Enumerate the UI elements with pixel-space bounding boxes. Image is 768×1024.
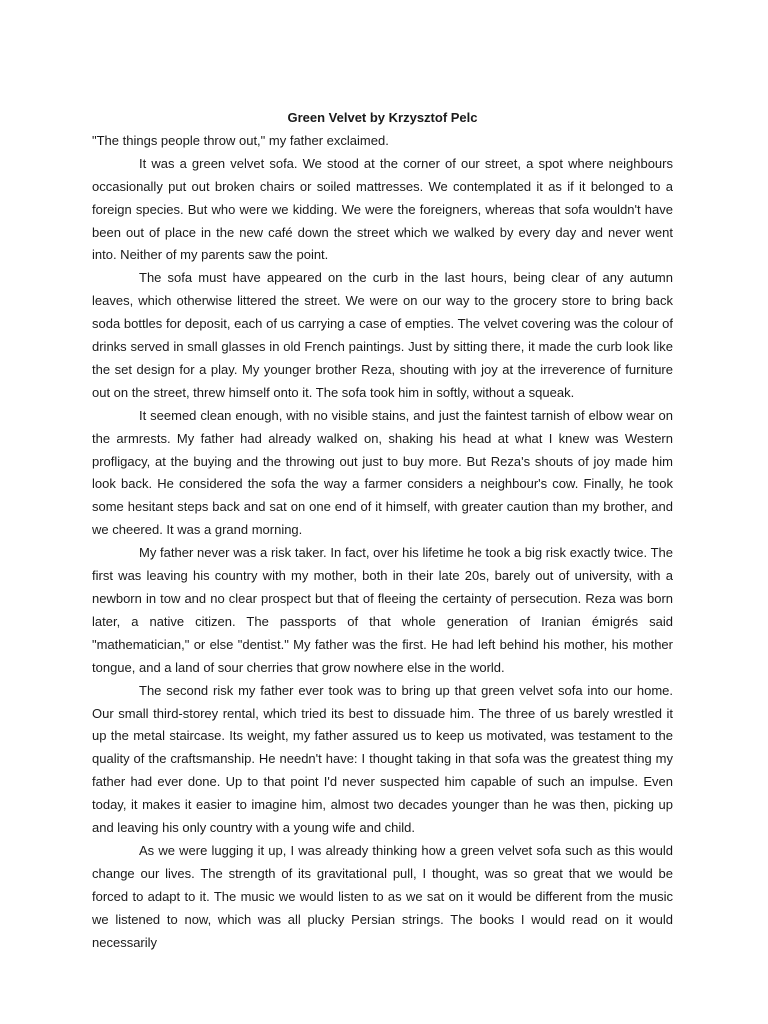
paragraph-2: The sofa must have appeared on the curb in the last hours, being clear of any autumn leaves, which otherwise littered the street. We were on our way to the grocery store to bring back soda bottles for deposit, each of us carrying a case of empties. The velvet covering was the colour of drinks served in small glasses in old French paintings. Just by sitting there, it made the curb look like the set design for a play. My younger brother Reza, shouting with joy at the irreverence of furniture out on the street, threw himself onto it. The sofa took him in softly, without a squeak. bbox=[92, 270, 673, 400]
document-title: Green Velvet by Krzysztof Pelc bbox=[287, 110, 478, 125]
paragraph-4: My father never was a risk taker. In fact, over his lifetime he took a big risk exactly twice. The first was leaving his country with my mother, both in their late 20s, barely out of university, with a newborn in tow and no clear prospect but that of fleeing the certainty of persecution. Reza was born later, a native citizen. The passports of that whole generation of Iranian émigrés said "mathematician," or else "dentist." My father was the first. He had left behind his mother, his mother tongue, and a land of sour cherries that grow nowhere else in the world. bbox=[92, 545, 673, 675]
paragraph-6: As we were lugging it up, I was already thinking how a green velvet sofa such as this would change our lives. The strength of its gravitational pull, I thought, was so great that we would be forced to adapt to it. The music we would listen to as we sat on it would be different from the music we listened to now, which was all plucky Persian strings. The books I would read on it would necessarily bbox=[92, 842, 673, 950]
paragraph-3: It seemed clean enough, with no visible stains, and just the faintest tarnish of elbow wear on the armrests. My father had already walked on, shaking his head at what I knew was Western profligacy, at the buying and the throwing out just to buy more. But Reza's shouts of joy made him look back. He considered the sofa the way a farmer considers a neighbour's cow. Finally, he took some hesitant steps back and sat on one end of it himself, with greater caution than my brother, and we cheered. It was a grand morning. bbox=[92, 407, 673, 538]
document-page bbox=[92, 107, 673, 955]
paragraph-5: The second risk my father ever took was to bring up that green velvet sofa into our home. Our small third-storey rental, which tried its best to dissuade him. The three of us barely wrestled it up the metal staircase. Its weight, my father assured us to keep us motivated, was testament to the quality of the craftsmanship. He needn't have: I thought taking in that sofa was the greatest thing my father had ever done. Up to that point I'd never suspected him capable of such an impulse. Even today, it makes it easier to imagine him, almost two decades younger than he was then, picking up and leaving his only country with a young wife and child. bbox=[92, 682, 673, 836]
paragraph-1: It was a green velvet sofa. We stood at the corner of our street, a spot where neighbours occasionally put out broken chairs or soiled mattresses. We contemplated it as if it belonged to a foreign species. But who were we kidding. We were the foreigners, whereas that sofa wouldn't have been out of place in the new café down the street which we walked by every day and never went into. Neither of my parents saw the point. bbox=[92, 155, 673, 263]
opening-line: "The things people throw out," my father exclaimed. bbox=[92, 132, 389, 148]
